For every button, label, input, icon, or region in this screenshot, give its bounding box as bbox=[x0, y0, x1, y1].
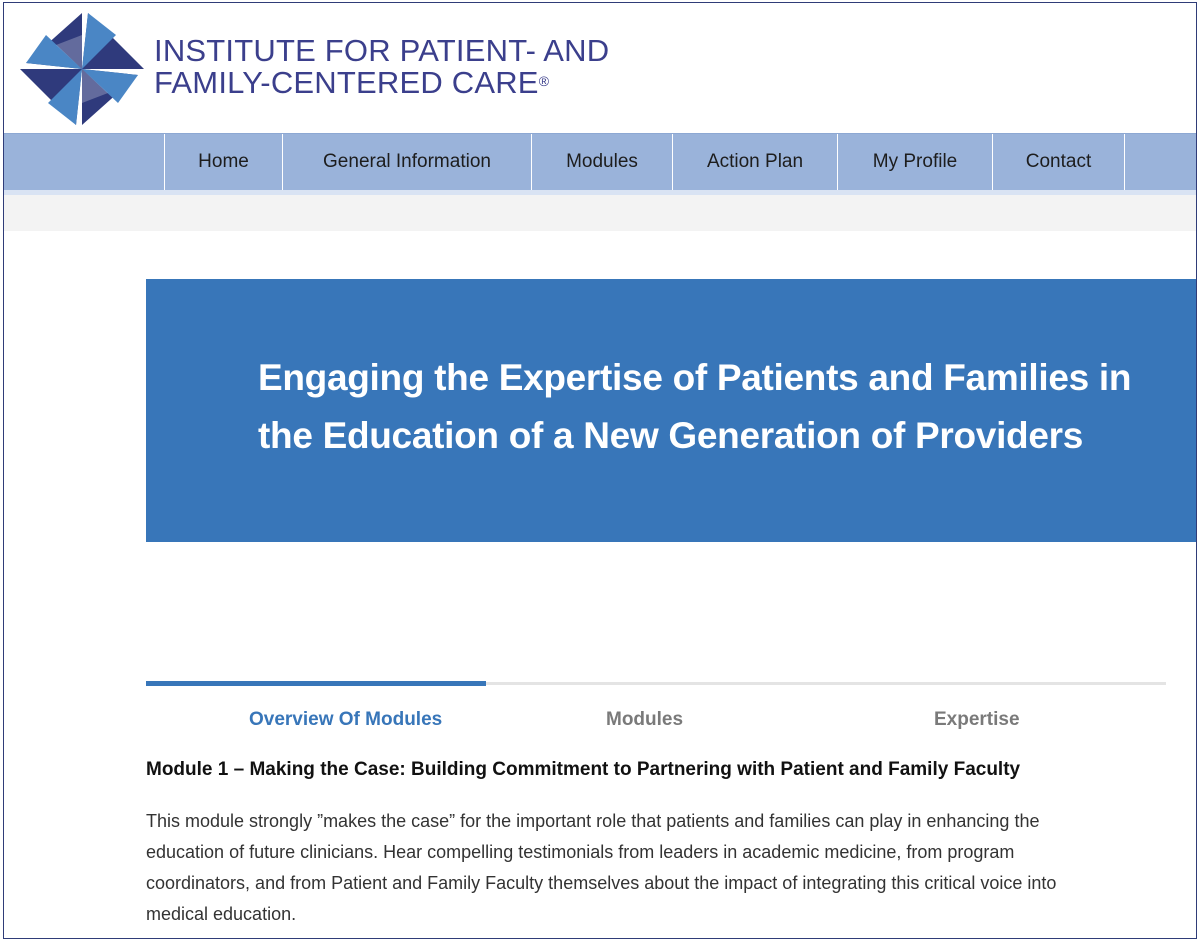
registered-mark: ® bbox=[538, 73, 550, 89]
active-tab-indicator bbox=[146, 681, 486, 686]
tab-overview-of-modules[interactable]: Overview Of Modules bbox=[249, 709, 443, 730]
nav-item-modules[interactable] bbox=[531, 134, 672, 190]
hero-title-line-1: Engaging the Expertise of Patients and Families in bbox=[258, 357, 1132, 398]
nav-item-label: Action Plan bbox=[706, 151, 804, 172]
hero-title bbox=[258, 349, 1158, 465]
tab-expertise[interactable]: Expertise bbox=[934, 709, 1020, 730]
nav-item-home[interactable] bbox=[164, 134, 282, 190]
module-description-line: education of future clinicians. Hear compelling testimonials from leaders in academic medicine, from program bbox=[146, 842, 1015, 862]
nav-item-action-plan[interactable] bbox=[672, 134, 837, 190]
module-description-line: coordinators, and from Patient and Family Faculty themselves about the impact of integrating this critical voice into bbox=[146, 873, 1057, 893]
site-header bbox=[4, 3, 1196, 133]
hero-banner bbox=[146, 279, 1197, 542]
nav-item-label: Modules bbox=[566, 151, 638, 172]
nav-item-label: Home bbox=[198, 151, 249, 172]
nav-item-general-information[interactable] bbox=[282, 134, 531, 190]
breadcrumb-band bbox=[4, 195, 1196, 231]
module-description bbox=[146, 806, 1156, 930]
logo-line-2: FAMILY-CENTERED CARE bbox=[154, 65, 539, 100]
pinwheel-logo-icon[interactable] bbox=[16, 5, 148, 133]
module-description-line: medical education. bbox=[146, 904, 297, 924]
main-nav bbox=[4, 133, 1196, 190]
site-logo-text[interactable] bbox=[154, 35, 609, 99]
module-heading: Module 1 – Making the Case: Building Commitment to Partnering with Patient and Family Faculty bbox=[146, 759, 1021, 780]
nav-item-contact[interactable] bbox=[992, 134, 1125, 190]
nav-item-label: General Information bbox=[323, 151, 491, 172]
module-description-line: This module strongly ”makes the case” for the important role that patients and families can play in enhancing the bbox=[146, 811, 1040, 831]
hero-title-line-2: the Education of a New Generation of Providers bbox=[258, 415, 1084, 456]
page-frame bbox=[3, 2, 1197, 939]
nav-item-my-profile[interactable] bbox=[837, 134, 992, 190]
nav-item-label: My Profile bbox=[872, 151, 958, 172]
nav-item-label: Contact bbox=[1025, 151, 1092, 172]
tab-modules[interactable]: Modules bbox=[606, 709, 684, 730]
logo-line-1: INSTITUTE FOR PATIENT- AND bbox=[154, 33, 610, 68]
